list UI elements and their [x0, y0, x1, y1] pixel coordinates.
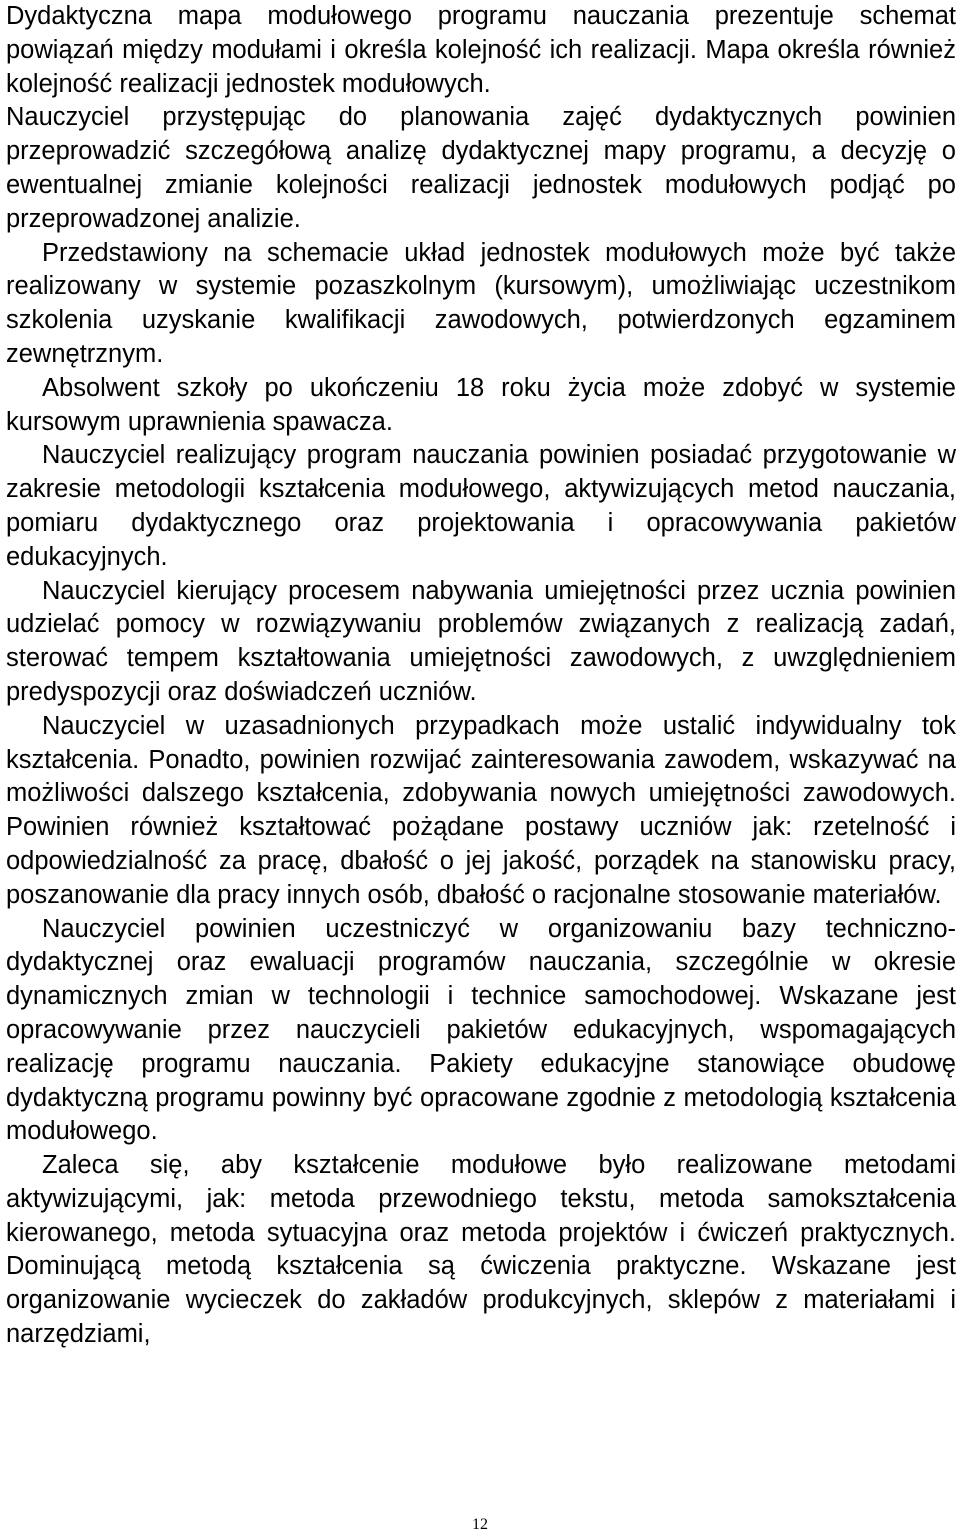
paragraph-baza-dydaktyczna: Nauczyciel powinien uczestniczyć w organizowaniu bazy techniczno-dydaktycznej oraz ewaluacji programów nauczania, szczególnie w okresie dynamicznych zmian w technologii i technice samochodowej. Wskazane jest opracowywanie przez nauczycieli pakietów edukacyjnych, wspomagających realizację programu nauczania. Pakiety edukacyjne stanowiące obudowę dydaktyczną programu powinny być opracowane zgodnie z metodologią kształcenia modułowego.	[6, 914, 956, 1146]
paragraph-mapa: Dydaktyczna mapa modułowego programu nauczania prezentuje schemat powiązań między modułami i określa kolejność ich realizacji. Mapa określa również kolejność realizacji jednostek modułowych.	[6, 2, 956, 98]
paragraph-kierowanie: Nauczyciel kierujący procesem nabywania umiejętności przez ucznia powinien udzielać pomocy w rozwiązywaniu problemów związanych z realizacją zadań, sterować tempem kształtowania umiejętności zawodowych, z uwzględnieniem predyspozycji oraz doświadczeń uczniów.	[6, 576, 956, 706]
paragraph-planowanie: Nauczyciel przystępując do planowania zajęć dydaktycznych powinien przeprowadzić szczegółową analizę dydaktycznej mapy programu, a decyzję o ewentualnej zmianie kolejności realizacji jednostek modułowych podjąć po przeprowadzonej analizie.	[6, 103, 956, 233]
document-body	[6, 0, 956, 1352]
paragraph-tok-ksztalcenia: Nauczyciel w uzasadnionych przypadkach może ustalić indywidualny tok kształcenia. Ponadto, powinien rozwijać zainteresowania zawodem, wskazywać na możliwości dalszego kształcenia, zdobywania nowych umiejętności zawodowych. Powinien również kształtować pożądane postawy uczniów jak: rzetelność i odpowiedzialność za pracę, dbałość o jej jakość, porządek na stanowisku pracy, poszanowanie dla pracy innych osób, dbałość o racjonalne stosowanie materiałów.	[6, 711, 956, 909]
paragraph-metody: Zaleca się, aby kształcenie modułowe było realizowane metodami aktywizującymi, jak: metoda przewodniego tekstu, metoda samokształcenia kierowanego, metoda sytuacyjna oraz metoda projektów i ćwiczeń praktycznych. Dominującą metodą kształcenia są ćwiczenia praktyczne. Wskazane jest organizowanie wycieczek do zakładów produkcyjnych, sklepów z materiałami i narzędziami,	[6, 1151, 956, 1349]
paragraph-przygotowanie: Nauczyciel realizujący program nauczania powinien posiadać przygotowanie w zakresie metodologii kształcenia modułowego, aktywizujących metod nauczania, pomiaru dydaktycznego oraz projektowania i opracowywania pakietów edukacyjnych.	[6, 441, 956, 571]
paragraph-system-kursowy: Przedstawiony na schemacie układ jednostek modułowych może być także realizowany w systemie pozaszkolnym (kursowym), umożliwiając uczestnikom szkolenia uzyskanie kwalifikacji zawodowych, potwierdzonych egzaminem zewnętrznym.	[6, 238, 956, 368]
page-number: 12	[472, 1516, 488, 1533]
paragraph-absolwent: Absolwent szkoły po ukończeniu 18 roku życia może zdobyć w systemie kursowym uprawnienia spawacza.	[6, 373, 956, 436]
